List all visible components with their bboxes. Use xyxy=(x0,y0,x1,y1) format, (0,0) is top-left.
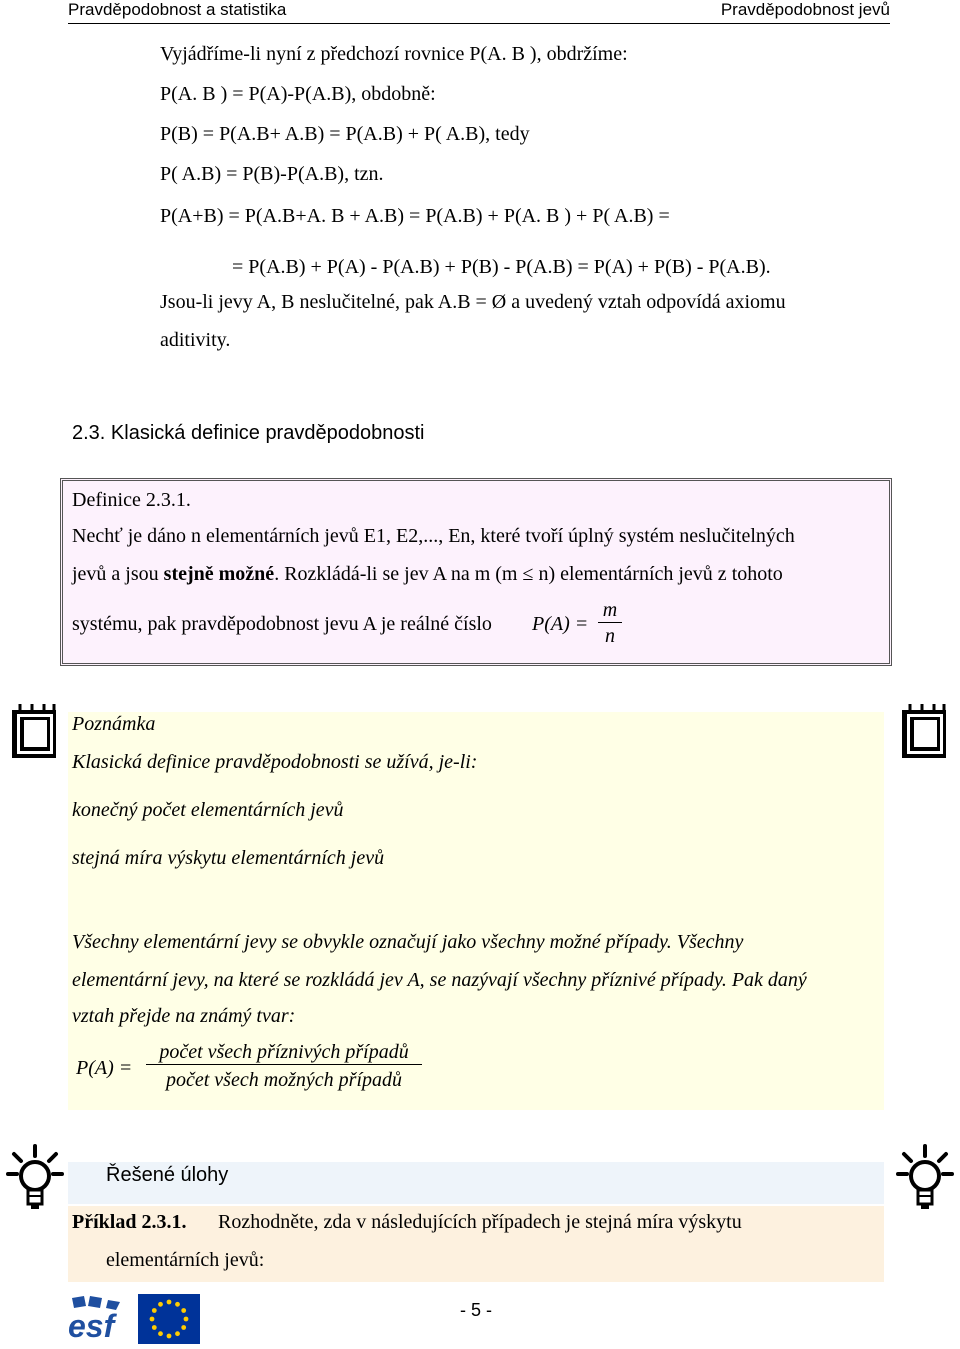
solved-heading: Řešené úlohy xyxy=(106,1164,229,1186)
lightbulb-icon xyxy=(6,1144,64,1214)
definition-formula-lhs: P(A) = xyxy=(532,613,589,635)
example-text: Rozhodněte, zda v následujících případech je stejná míra výskytu xyxy=(218,1211,742,1233)
example-text-2: elementárních jevů: xyxy=(106,1249,265,1271)
esf-logo-text: esf xyxy=(68,1308,115,1344)
note-fraction xyxy=(146,1040,422,1095)
intro-line-5: P(A+B) = P(A.B+A. B + A.B) = P(A.B) + P(A. B ) + P( A.B) = xyxy=(160,205,670,227)
definition-line-2 xyxy=(72,562,783,586)
note-line-5: elementární jevy, na které se rozkládá jev A, se nazývají všechny příznivé případy. Pak daný xyxy=(72,969,807,991)
notepad-icon xyxy=(8,698,66,762)
header-rule xyxy=(68,23,890,24)
intro-line-4: P( A.B) = P(B)-P(A.B), tzn. xyxy=(160,163,384,185)
definition-line-2-post: . Rozkládá-li se jev A na m (m ≤ n) elementárních jevů z tohoto xyxy=(274,563,783,585)
definition-bold-text: stejně možné xyxy=(163,563,275,585)
example-label: Příklad 2.3.1. xyxy=(72,1211,187,1233)
note-line-1: Klasická definice pravděpodobnosti se užívá, je-li: xyxy=(72,751,478,773)
intro-line-6: = P(A.B) + P(A) - P(A.B) + P(B) - P(A.B) = P(A) + P(B) - P(A.B). xyxy=(232,256,771,278)
definition-denominator: n xyxy=(605,625,615,647)
note-denominator: počet všech možných případů xyxy=(165,1069,403,1091)
eu-flag-icon xyxy=(138,1294,200,1344)
definition-line-2-pre: jevů a jsou xyxy=(72,563,164,585)
page-number: - 5 - xyxy=(460,1300,493,1320)
definition-heading: Definice 2.3.1. xyxy=(72,489,191,511)
note-line-2: konečný počet elementárních jevů xyxy=(72,799,344,821)
intro-line-2: P(A. B ) = P(A)-P(A.B), obdobně: xyxy=(160,83,436,105)
definition-numerator: m xyxy=(598,598,622,623)
header-left: Pravděpodobnost a statistika xyxy=(68,0,287,19)
note-line-6: vztah přejde na známý tvar: xyxy=(72,1005,296,1027)
note-line-3: stejná míra výskytu elementárních jevů xyxy=(72,847,385,869)
section-title: 2.3. Klasická definice pravděpodobnosti xyxy=(72,422,425,444)
notepad-icon-right xyxy=(898,698,956,762)
lightbulb-icon-right xyxy=(896,1144,954,1214)
definition-fraction xyxy=(598,598,622,649)
note-line-4: Všechny elementární jevy se obvykle označují jako všechny možné případy. Všechny xyxy=(72,931,744,953)
note-numerator: počet všech příznivých případů xyxy=(146,1040,422,1065)
intro-line-7: Jsou-li jevy A, B neslučitelné, pak A.B = Ø a uvedený vztah odpovídá axiomu xyxy=(160,291,786,313)
note-formula-lhs: P(A) = xyxy=(76,1057,133,1079)
note-heading: Poznámka xyxy=(72,713,156,735)
esf-logo xyxy=(68,1294,130,1344)
intro-line-3: P(B) = P(A.B+ A.B) = P(A.B) + P( A.B), tedy xyxy=(160,123,530,145)
intro-line-1: Vyjádříme-li nyní z předchozí rovnice P(A. B ), obdržíme: xyxy=(160,43,628,65)
header-right: Pravděpodobnost jevů xyxy=(720,0,890,19)
definition-line-3: systému, pak pravděpodobnost jevu A je reálné číslo xyxy=(72,613,492,635)
definition-line-1: Nechť je dáno n elementárních jevů E1, E2,..., En, které tvoří úplný systém neslučitelných xyxy=(72,525,795,547)
intro-line-8: aditivity. xyxy=(160,329,231,351)
